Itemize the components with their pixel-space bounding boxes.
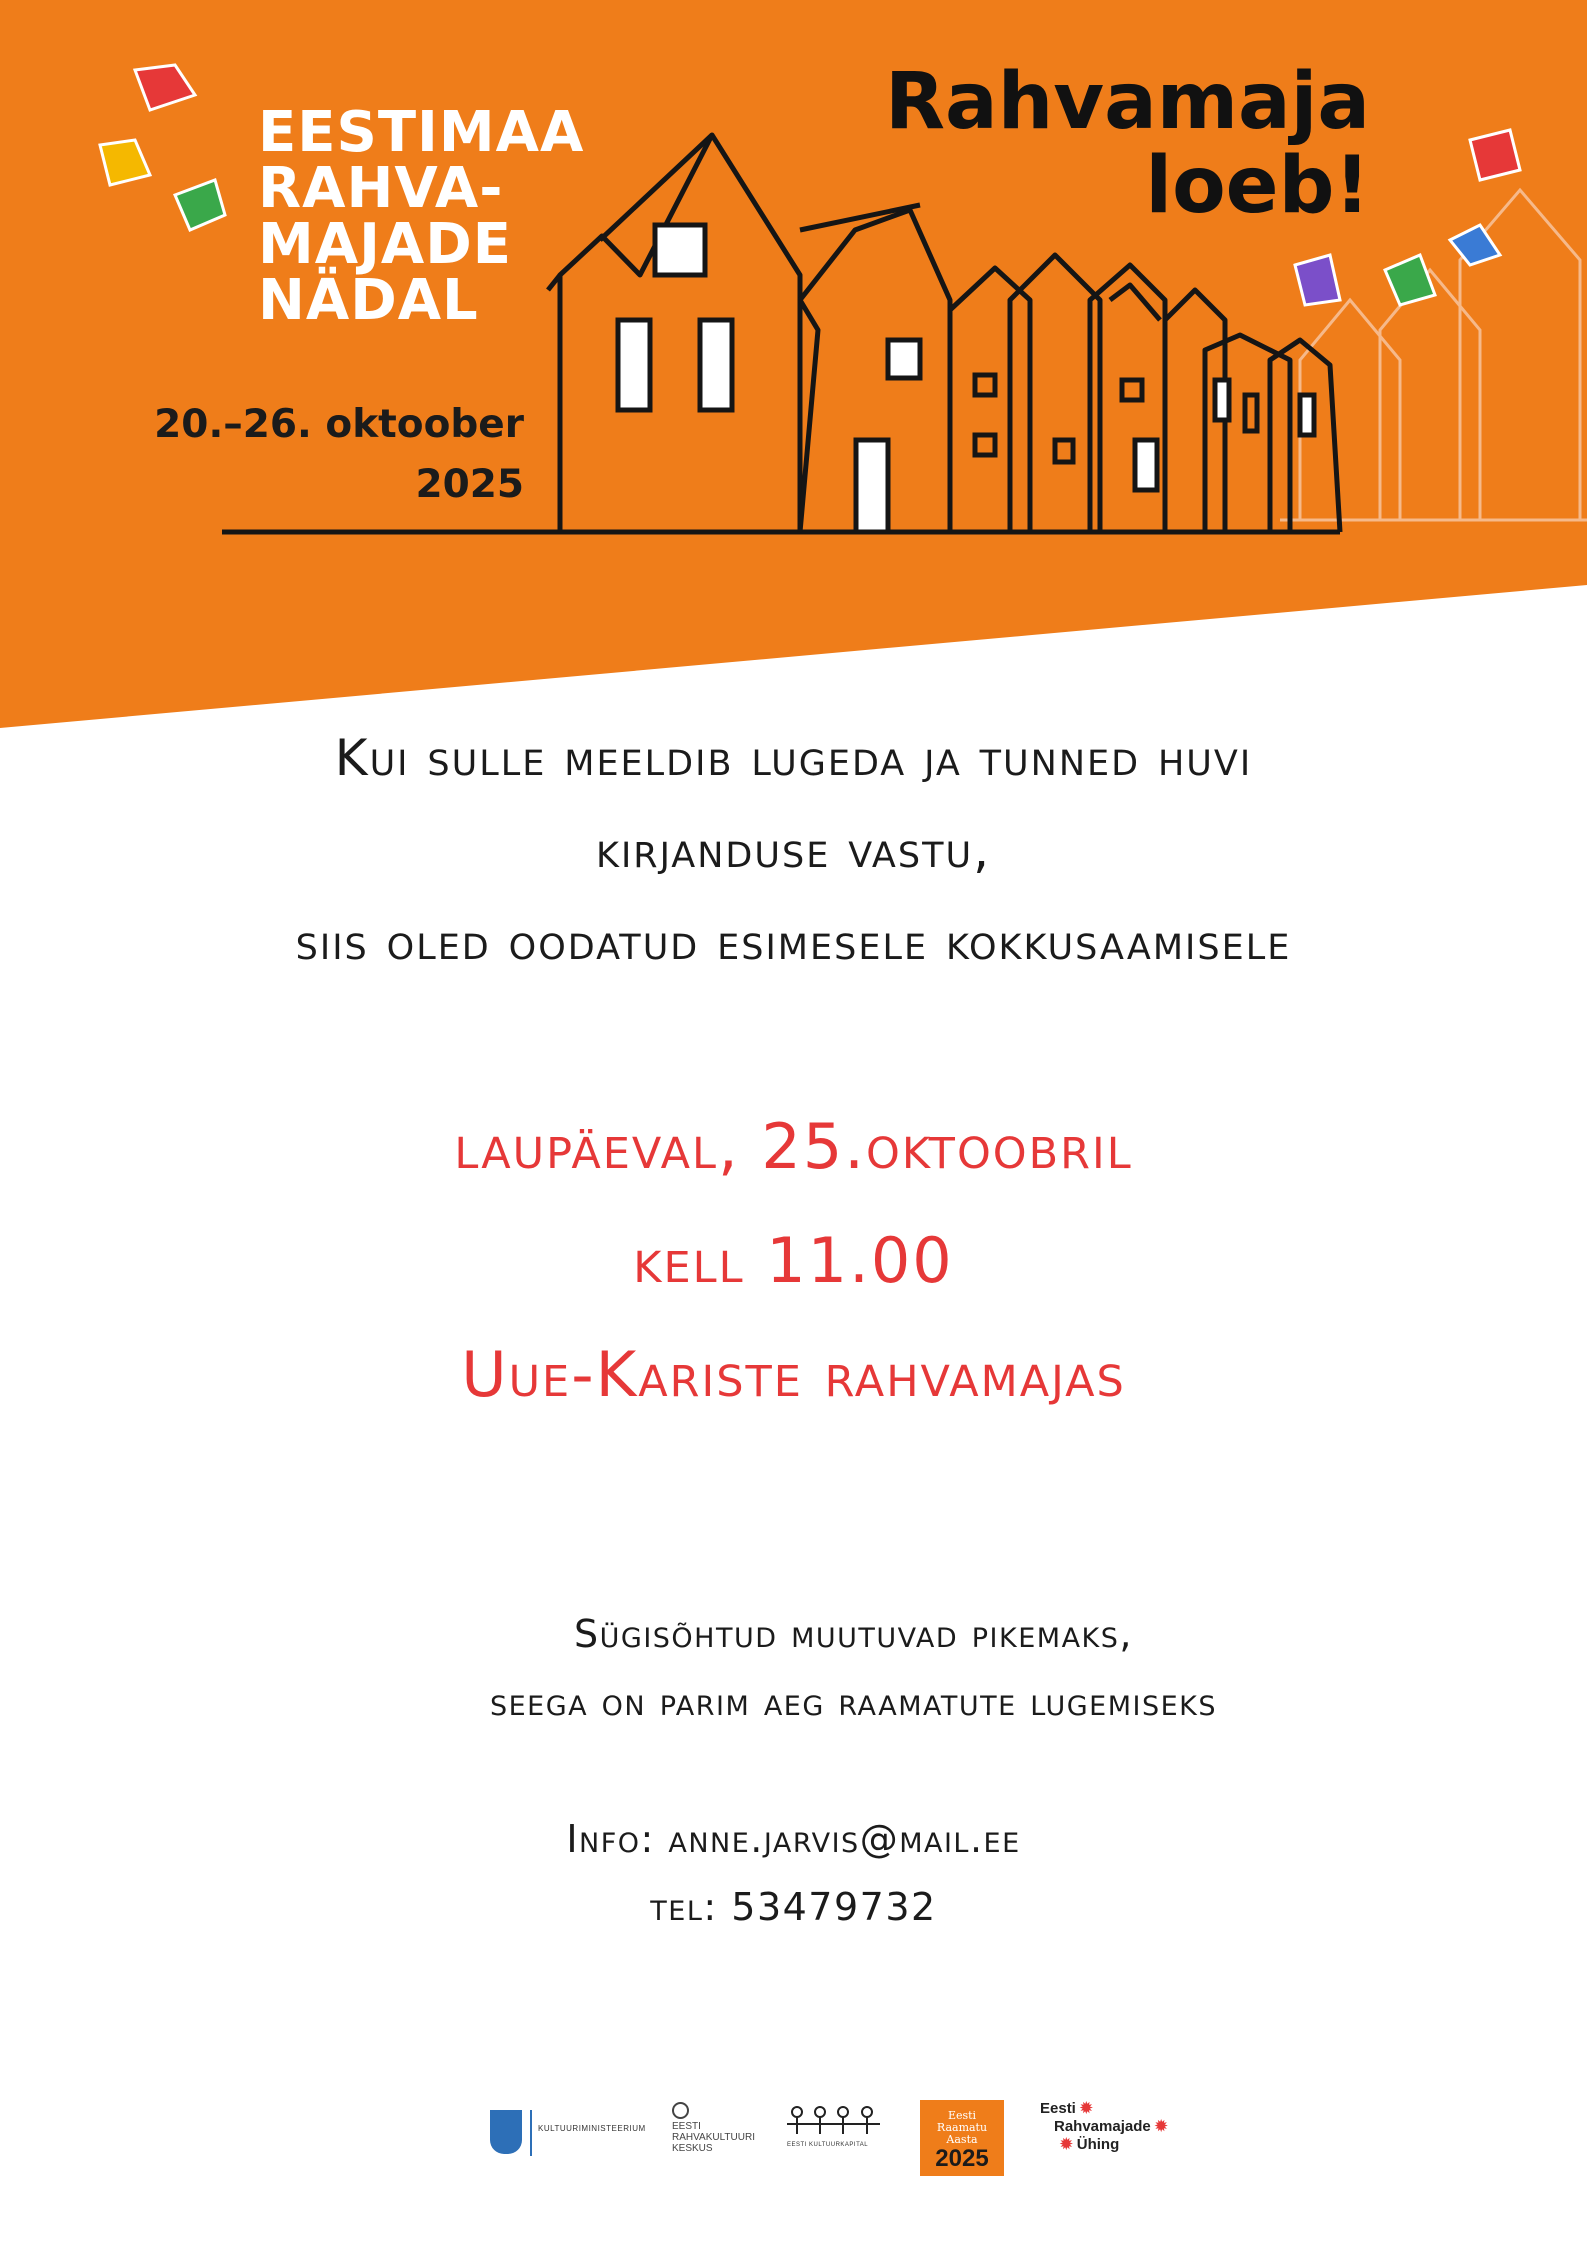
intro-line: Kui sulle meeldib lugeda ja tunned huvi [334, 729, 1253, 787]
event-title-line: MAJADE [258, 212, 512, 277]
event-time: kell 11.00 [633, 1224, 954, 1297]
logo-text-line: Rahvamajade ✹ [1054, 2118, 1168, 2135]
figures-icon [785, 2102, 885, 2140]
endowment-name: EESTI KULTUURKAPITAL [787, 2142, 869, 2148]
event-dates [114, 395, 524, 515]
intro-line: kirjanduse vastu, [596, 821, 991, 879]
note-line: seega on parim aeg raamatute lugemiseks [489, 1680, 1218, 1724]
slogan [830, 57, 1370, 231]
coat-of-arms-icon [490, 2110, 522, 2154]
date-range: 20.–26. oktoober [154, 402, 524, 447]
event-venue: Uue-Kariste rahvamajas [461, 1338, 1126, 1411]
logo-text-line: Eesti [947, 2109, 977, 2122]
autumn-note [60, 1600, 1587, 1736]
cultural-endowment-logo [785, 2102, 885, 2152]
star-icon: ✹ [1080, 2100, 1093, 2117]
contact-email: Info: anne.jarvis@mail.ee [566, 1817, 1021, 1861]
logo-text-line: Raamatu [936, 2121, 988, 2134]
book-year-logo [920, 2100, 1004, 2176]
ring-icon [672, 2102, 689, 2119]
header-banner [0, 0, 1587, 730]
slogan-line: loeb! [1145, 141, 1370, 231]
society-logo [1040, 2100, 1190, 2154]
logo-text-line: Aasta [946, 2133, 978, 2146]
sponsor-logos [480, 2080, 1200, 2172]
logo-text-line: RAHVAKULTUURI [672, 2132, 755, 2143]
contact-phone: tel: 53479732 [650, 1885, 937, 1929]
intro-text [0, 712, 1587, 988]
event-year: 2025 [415, 462, 524, 507]
intro-line: siis oled oodatud esimesele kokkusaamisele [295, 913, 1292, 971]
slogan-line: Rahvamaja [885, 57, 1370, 147]
logo-text-line: EESTI [672, 2121, 701, 2132]
event-title-line: EESTIMAA [258, 100, 585, 165]
event-title-line: RAHVA- [258, 156, 504, 221]
ministry-name: KULTUURIMINISTEERIUM [538, 2124, 646, 2133]
star-icon: ✹ [1154, 2118, 1168, 2135]
event-title [258, 100, 585, 333]
event-details [0, 1090, 1587, 1432]
logo-text-line: Eesti ✹ [1040, 2100, 1093, 2117]
logo-text-line: KESKUS [672, 2143, 713, 2154]
star-icon: ✹ [1060, 2136, 1073, 2153]
logo-divider [530, 2110, 532, 2156]
book-year-number: 2025 [935, 2145, 989, 2172]
note-line: Sügisõhtud muutuvad pikemaks, [574, 1612, 1133, 1656]
folk-culture-centre-logo [672, 2102, 772, 2154]
contact-info [0, 1805, 1587, 1941]
book-year-text [920, 2100, 1004, 2146]
logo-text-line: ✹ Ühing [1060, 2136, 1120, 2153]
ministry-logo [490, 2110, 646, 2160]
event-day: laupäeval, 25.oktoobril [454, 1110, 1133, 1183]
event-title-line: NÄDAL [258, 268, 479, 333]
